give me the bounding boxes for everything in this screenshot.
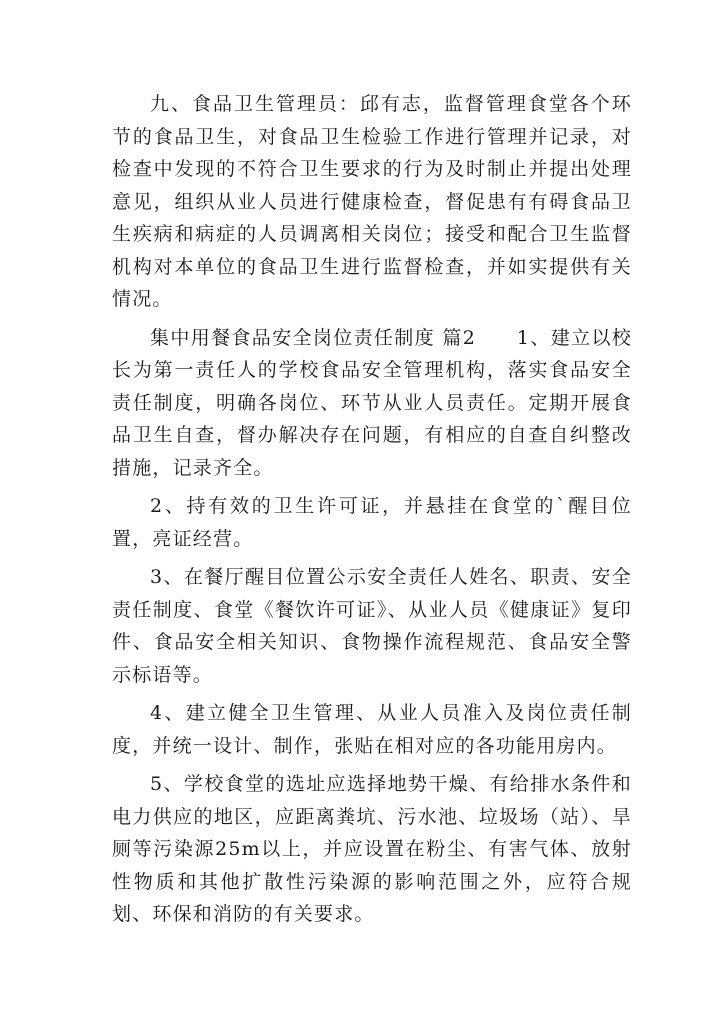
paragraph-food-hygiene-manager: 九、食品卫生管理员：邱有志，监督管理食堂各个环节的食品卫生，对食品卫生检验工作进行管理并记录，对检查中发现的不符合卫生要求的行为及时制止并提出处理意见，组织从业人员进行健康检查，督促患有有碍食品卫生疾病和病症的人员调离相关岗位；接受和配合卫生监督机构对本单位的食品卫生进行监督检查，并如实提供有关情况。 — [112, 93, 632, 310]
document-body — [112, 88, 632, 937]
paragraph-article-4: 4、建立健全卫生管理、从业人员准入及岗位责任制度，并统一设计、制作，张贴在相对应的各功能用房内。 — [112, 702, 632, 757]
paragraph-article-5: 5、学校食堂的选址应选择地势干燥、有给排水条件和电力供应的地区，应距离粪坑、污水池、垃圾场（站）、旱厕等污染源25m以上，并应设置在粉尘、有害气体、放射性物质和其他扩散性污染源的影响范围之外，应符合规划、环保和消防的有关要求。 — [112, 773, 632, 925]
paragraph-article-1: 集中用餐食品安全岗位责任制度 篇2 1、建立以校长为第一责任人的学校食品安全管理机构，落实食品安全责任制度，明确各岗位、环节从业人员责任。定期开展食品卫生自查，督办解决存在问题，有相应的自查自纠整改措施，记录齐全。 — [112, 326, 632, 479]
paragraph-article-3: 3、在餐厅醒目位置公示安全责任人姓名、职责、安全责任制度、食堂《餐饮许可证》、从业人员《健康证》复印件、食品安全相关知识、食物操作流程规范、食品安全警示标语等。 — [112, 566, 632, 686]
paragraph-article-2: 2、持有效的卫生许可证，并悬挂在食堂的`醒目位置，亮证经营。 — [112, 495, 632, 550]
